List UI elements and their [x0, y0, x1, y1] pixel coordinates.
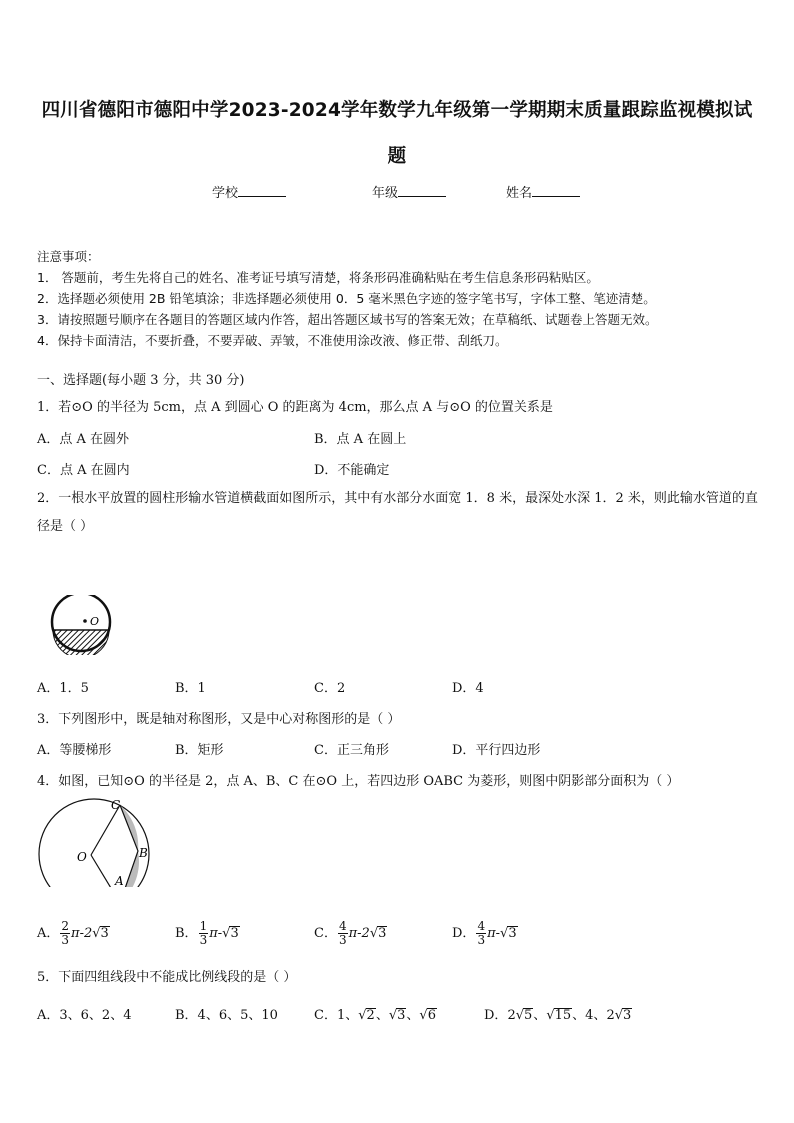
separator: 、: [406, 1008, 420, 1023]
q2-option-a: A．1．5: [37, 681, 89, 696]
title-line-2: 题: [387, 146, 407, 167]
q4-circle-figure: [35, 795, 155, 887]
fraction-denominator: 3: [477, 933, 486, 947]
separator: 、: [375, 1008, 389, 1023]
note-item: 1． 答题前，考生先将自己的姓名、准考证号填写清楚，将条形码准确粘贴在考生信息条形码粘贴区。: [37, 270, 599, 285]
notes-heading: 注意事项：: [37, 249, 100, 264]
fraction-numerator: 1: [199, 919, 208, 933]
q5-option-c: C．1、√2、√3、√6: [314, 1008, 436, 1023]
q1-option-c: C．点 A 在圆内: [37, 463, 130, 478]
q5-stem: 5．下面四组线段中不能成比例线段的是（ ）: [37, 970, 297, 985]
grade-blank: [398, 184, 446, 197]
q4-option-a-letter: A．: [37, 926, 60, 941]
q3-option-b: B．矩形: [175, 743, 224, 758]
q1-option-d: D．不能确定: [314, 463, 390, 478]
title-line-1: 四川省德阳市德阳中学2023-2024学年数学九年级第一学期期末质量跟踪监视模拟试: [41, 100, 753, 121]
q5-option-a: A．3、6、2、4: [37, 1008, 132, 1023]
coefficient: 2: [606, 1008, 615, 1023]
note-item: 3．请按照题号顺序在各题目的答题区域内作答，超出答题区域书写的答案无效；在草稿纸、试题卷上答题无效。: [37, 312, 658, 327]
label-c: C: [111, 798, 121, 812]
q2-option-d: D．4: [452, 681, 484, 696]
fraction-denominator: 3: [199, 933, 208, 947]
radicand: 3: [623, 1008, 632, 1023]
fraction-numerator: 4: [477, 919, 486, 933]
q1-stem: 1．若⊙O 的半径为 5cm，点 A 到圆心 O 的距离为 4cm，那么点 A 与⊙O 的位置关系是: [37, 400, 553, 415]
note-item: 2．选择题必须使用 2B 铅笔填涂；非选择题必须使用 0．5 毫米黑色字迹的签字笔书写，字体工整、笔迹清楚。: [37, 291, 656, 306]
q5-option-c-letter: C．: [314, 1008, 337, 1023]
name-field: [506, 182, 580, 201]
q4-option-d: D． $\frac{4}{3}$ π-√3: [452, 919, 517, 947]
radius-oc: [91, 805, 120, 855]
radicand: 5: [524, 1008, 533, 1023]
fraction-denominator: 3: [61, 933, 70, 947]
option-expression: π-2: [71, 926, 93, 941]
q2-option-b: B．1: [175, 681, 206, 696]
coefficient: 2: [507, 1008, 516, 1023]
option-expression: π-: [209, 926, 223, 941]
school-field: [212, 182, 286, 201]
radicand: 3: [378, 926, 387, 941]
q2-pipe-figure: [45, 595, 125, 655]
grade-label: 年级: [372, 186, 399, 201]
q2-stem: 2．一根水平放置的圆柱形输水管道横截面如图所示，其中有水部分水面宽 1．8 米，最深处水深 1．2 米，则此输水管道的直径是（ ）: [37, 491, 758, 534]
q4-option-c-letter: C．: [314, 926, 337, 941]
label-b: B: [139, 846, 148, 860]
notes-block: [37, 246, 657, 351]
q4-option-b: B． $\frac{1}{3}$ π-√3: [175, 919, 239, 947]
name-label: 姓名: [506, 186, 533, 201]
fraction-numerator: 2: [61, 919, 70, 933]
center-label: O: [90, 615, 100, 628]
fraction-numerator: 4: [338, 919, 347, 933]
label-o: O: [77, 850, 87, 864]
radicand: 6: [427, 1008, 436, 1023]
page-title: [20, 88, 774, 180]
q3-option-c: C．正三角形: [314, 743, 389, 758]
q2-option-c: C．2: [314, 681, 346, 696]
q3-option-d: D．平行四边形: [452, 743, 541, 758]
grade-field: [372, 182, 446, 201]
separator: 、: [533, 1008, 547, 1023]
radicand: 3: [100, 926, 109, 941]
fraction-denominator: 3: [338, 933, 347, 947]
q4-option-a: A． $\frac{2}{3}$ π-2√3: [37, 919, 109, 947]
option-expression: π-2: [348, 926, 370, 941]
q3-stem: 3．下列图形中，既是轴对称图形，又是中心对称图形的是（ ）: [37, 712, 401, 727]
separator: 、4、: [572, 1008, 607, 1023]
school-label: 学校: [212, 186, 239, 201]
center-dot: [83, 619, 87, 623]
q4-option-b-letter: B．: [175, 926, 198, 941]
value-text: 1、: [336, 1008, 359, 1023]
radicand: 15: [554, 1008, 572, 1023]
q4-option-d-letter: D．: [452, 926, 476, 941]
q5-option-d-letter: D．: [484, 1008, 508, 1023]
name-blank: [532, 184, 580, 197]
q1-option-b: B．点 A 在圆上: [314, 432, 407, 447]
q3-option-a: A．等腰梯形: [37, 743, 112, 758]
q5-option-b: B．4、6、5、10: [175, 1008, 278, 1023]
school-blank: [238, 184, 286, 197]
q5-option-d: D．2√5、√15、4、2√3: [484, 1008, 632, 1023]
note-item: 4．保持卡面清洁，不要折叠，不要弄破、弄皱，不准使用涂改液、修正带、刮纸刀。: [37, 333, 508, 348]
radicand: 3: [230, 926, 239, 941]
q4-option-c: C． $\frac{4}{3}$ π-2√3: [314, 919, 387, 947]
q4-stem: 4．如图，已知⊙O 的半径是 2，点 A、B、C 在⊙O 上，若四边形 OABC 为菱形，则图中阴影部分面积为（ ）: [37, 774, 680, 789]
label-a: A: [115, 874, 124, 887]
q1-option-a: A．点 A 在圆外: [37, 432, 130, 447]
section-heading: 一、选择题(每小题 3 分，共 30 分): [37, 373, 245, 388]
radicand: 3: [397, 1008, 406, 1023]
radicand: 3: [508, 926, 517, 941]
radicand: 2: [366, 1008, 375, 1023]
option-expression: π-: [487, 926, 501, 941]
